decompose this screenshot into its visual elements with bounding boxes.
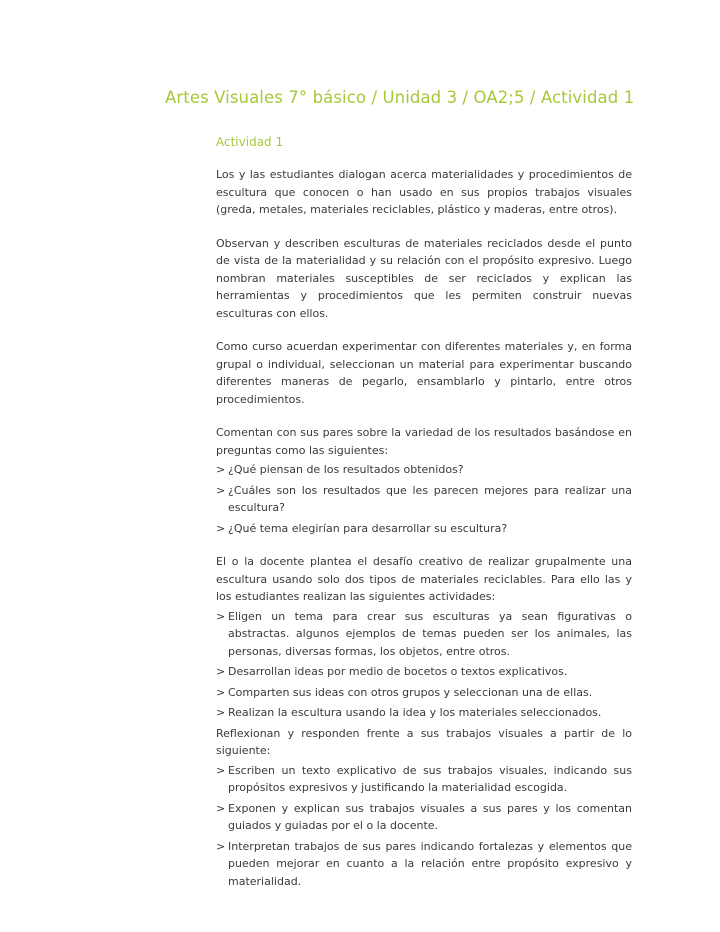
activity-content	[216, 135, 632, 893]
list-item-text: Desarrollan ideas por medio de bocetos o textos explicativos.	[228, 665, 568, 678]
list-item-text: Escriben un texto explicativo de sus trabajos visuales, indicando sus propósitos expresivos y justificando la materialidad escogida.	[228, 763, 632, 794]
activity-subtitle: Actividad 1	[216, 135, 284, 149]
bullet-chevron-icon: >	[216, 483, 226, 497]
paragraph-observe: Observan y describen esculturas de materiales reciclados desde el punto de vista de la materialidad y su relación con el propósito expresivo. Luego nombran materiales susceptibles de ser reciclados y explican las herramientas y procedimientos que les permiten construir nuevas esculturas con ellos.	[216, 236, 632, 320]
list-item	[216, 608, 632, 661]
bullet-chevron-icon: >	[216, 801, 226, 815]
list-item	[216, 800, 632, 835]
bullet-chevron-icon: >	[216, 609, 226, 623]
list-item-text: Eligen un tema para crear sus esculturas ya sean figurativas o abstractas. algunos ejemplos de temas pueden ser los animales, las personas, diversas formas, los objetos, entre otros.	[228, 609, 632, 658]
list-item	[216, 838, 632, 891]
paragraph-experiment: Como curso acuerdan experimentar con diferentes materiales y, en forma grupal o individual, seleccionan un material para experimentar buscando diferentes maneras de pegarlo, ensamblarlo y pintarlo, entre otros procedimientos.	[216, 340, 632, 406]
list-item-text: ¿Qué tema elegirían para desarrollar su escultura?	[228, 521, 508, 535]
paragraph-discussion: Comentan con sus pares sobre la variedad de los resultados basándose en preguntas como las siguientes:	[216, 426, 632, 457]
bullet-chevron-icon: >	[216, 839, 226, 853]
list-item	[216, 704, 632, 722]
bullet-chevron-icon: >	[216, 665, 226, 678]
bullet-chevron-icon: >	[216, 685, 226, 699]
list-item	[216, 520, 632, 538]
list-item	[216, 684, 632, 702]
activity-list	[216, 608, 632, 722]
list-item	[216, 762, 632, 797]
list-item-text: Realizan la escultura usando la idea y los materiales seleccionados.	[228, 706, 602, 719]
question-list	[216, 461, 632, 537]
list-item-text: Comparten sus ideas con otros grupos y seleccionan una de ellas.	[228, 685, 593, 699]
list-item	[216, 482, 632, 517]
list-item-text: ¿Cuáles son los resultados que les parecen mejores para realizar una escultura?	[228, 483, 632, 514]
paragraph-challenge: El o la docente plantea el desafío creativo de realizar grupalmente una escultura usando solo dos tipos de materiales reciclables. Para ello las y los estudiantes realizan las siguientes actividades:	[216, 555, 632, 603]
bullet-chevron-icon: >	[216, 763, 226, 777]
bullet-chevron-icon: >	[216, 706, 226, 719]
list-item-text: ¿Qué piensan de los resultados obtenidos?	[228, 463, 464, 476]
page-header: Artes Visuales 7° básico / Unidad 3 / OA2;5 / Actividad 1	[165, 88, 635, 107]
list-item	[216, 663, 632, 681]
list-item	[216, 461, 632, 479]
paragraph-reflection: Reflexionan y responden frente a sus trabajos visuales a partir de lo siguiente:	[216, 726, 632, 757]
list-item-text: Exponen y explican sus trabajos visuales a sus pares y los comentan guiados y guiadas por el o la docente.	[228, 801, 632, 832]
paragraph-intro: Los y las estudiantes dialogan acerca materialidades y procedimientos de escultura que conocen o han usado en sus propios trabajos visuales (greda, metales, materiales reciclables, plástico y maderas, entre otros).	[216, 168, 632, 216]
list-item-text: Interpretan trabajos de sus pares indicando fortalezas y elementos que pueden mejorar en cuanto a la relación entre propósito expresivo y materialidad.	[228, 839, 632, 888]
bullet-chevron-icon: >	[216, 521, 226, 535]
bullet-chevron-icon: >	[216, 463, 226, 476]
reflection-list	[216, 762, 632, 891]
